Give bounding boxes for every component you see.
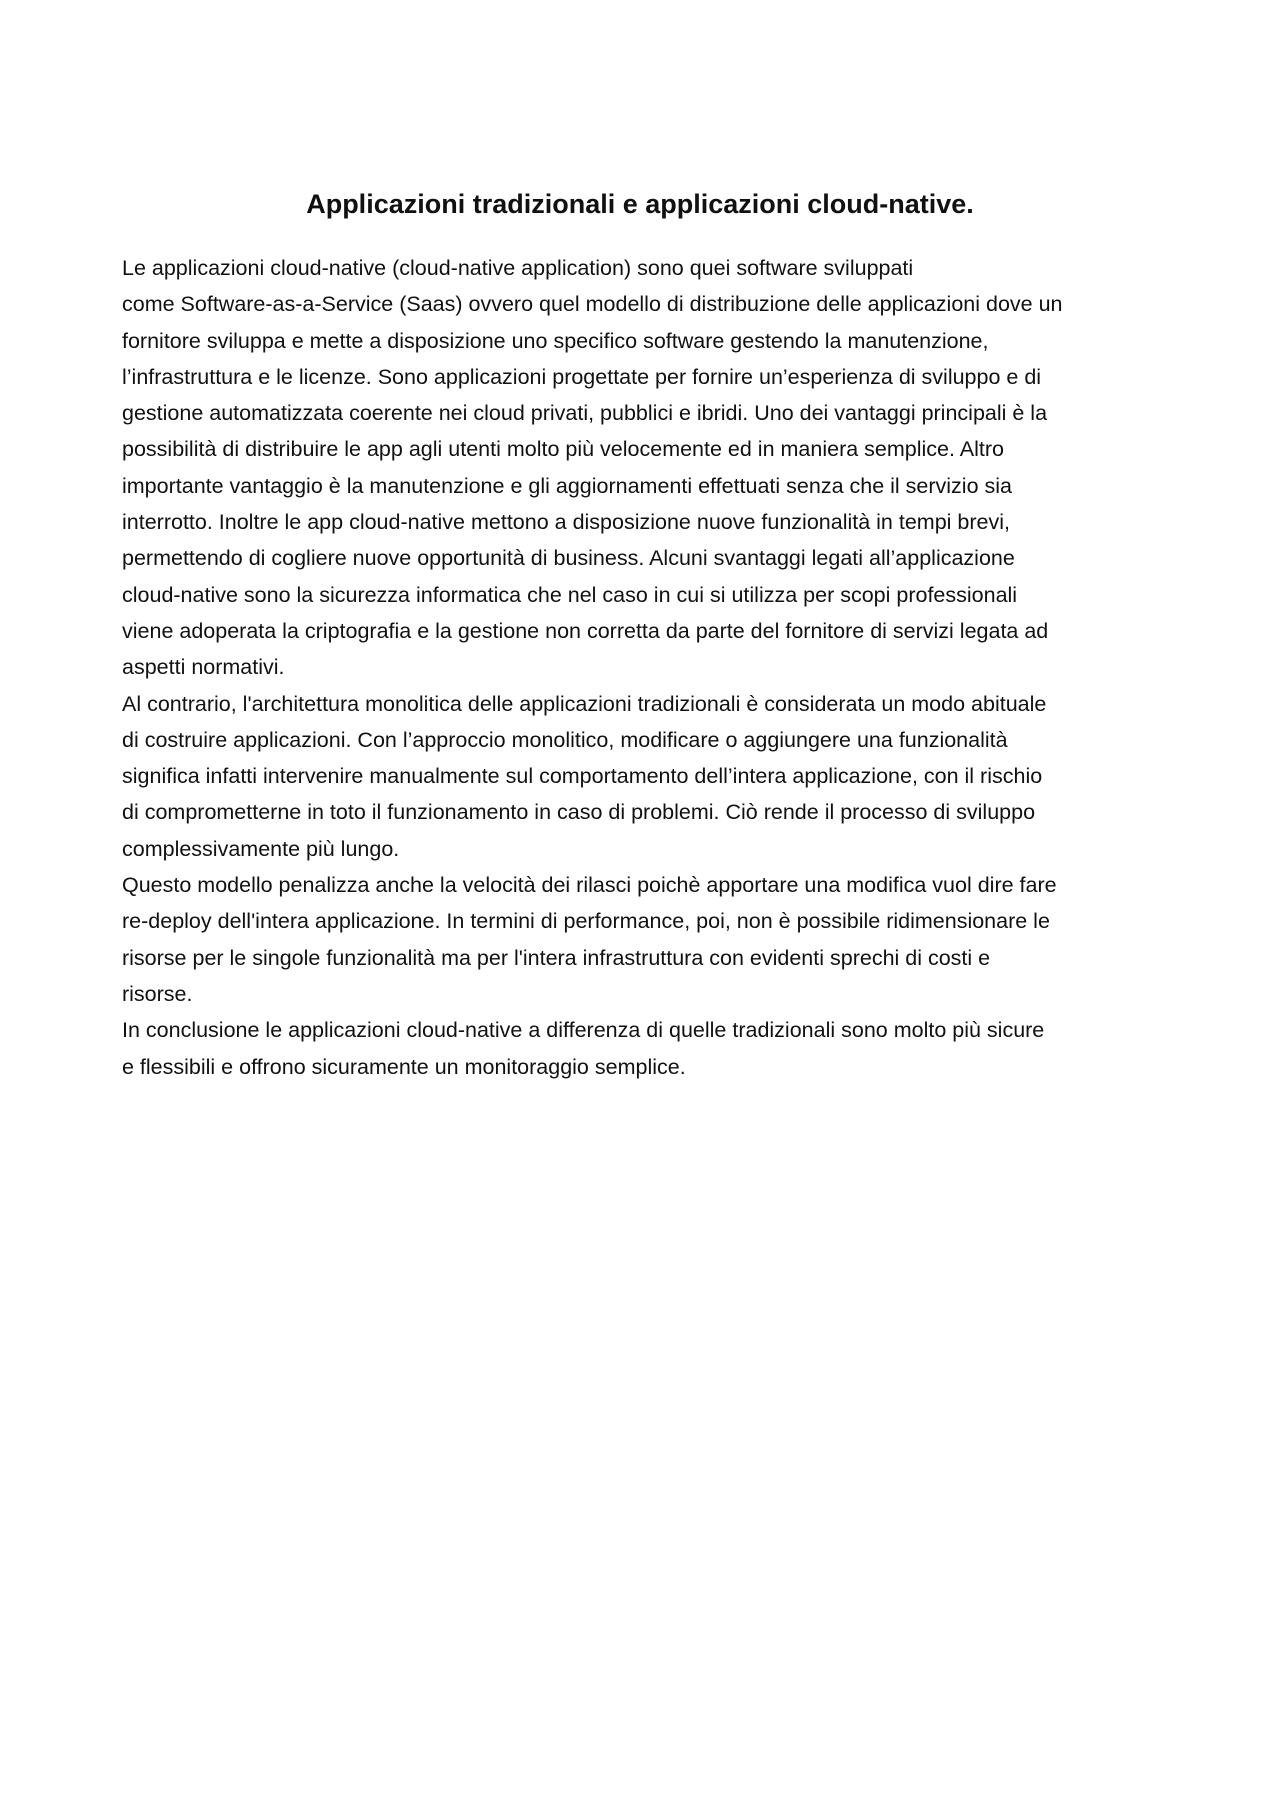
text-line: come Software-as-a-Service (Saas) ovvero quel modello di distribuzione delle applicazioni dove un	[122, 292, 1063, 317]
text-line: gestione automatizzata coerente nei cloud privati, pubblici e ibridi. Uno dei vantaggi principali è la	[122, 401, 1048, 426]
text-line: l’infrastruttura e le licenze. Sono applicazioni progettate per fornire un’esperienza di sviluppo e di	[122, 364, 1042, 389]
text-line: interrotto. Inoltre le app cloud-native mettono a disposizione nuove funzionalità in tempi brevi,	[122, 510, 1010, 535]
document-body	[122, 250, 1182, 1085]
text-line: Al contrario, l'architettura monolitica delle applicazioni tradizionali è considerata un modo abituale	[122, 691, 1047, 716]
text-line: importante vantaggio è la manutenzione e gli aggiornamenti effettuati senza che il servizio sia	[122, 473, 1012, 498]
text-line: viene adoperata la criptografia e la gestione non corretta da parte del fornitore di servizi legata ad	[122, 618, 1049, 643]
text-line: re-deploy dell'intera applicazione. In termini di performance, poi, non è possibile ridimensionare le	[122, 909, 1050, 934]
page-title: Applicazioni tradizionali e applicazioni cloud-native.	[306, 189, 974, 219]
text-line: complessivamente più lungo.	[122, 836, 400, 861]
text-line: Le applicazioni cloud-native (cloud-native application) sono quei software sviluppati	[122, 256, 914, 280]
text-line: di costruire applicazioni. Con l’approccio monolitico, modificare o aggiungere una funzionalità	[122, 727, 1008, 752]
text-line: permettendo di cogliere nuove opportunità di business. Alcuni svantaggi legati all’applicazione	[122, 546, 1015, 571]
text-line: Questo modello penalizza anche la velocità dei rilasci poichè apportare una modifica vuol dire fare	[122, 873, 1057, 898]
text-line: risorse.	[122, 981, 193, 1006]
text-line: fornitore sviluppa e mette a disposizione uno specifico software gestendo la manutenzione,	[122, 328, 989, 353]
text-line: e flessibili e offrono sicuramente un monitoraggio semplice.	[122, 1054, 686, 1079]
text-line: possibilità di distribuire le app agli utenti molto più velocemente ed in maniera semplice. Altro	[122, 437, 1004, 462]
text-line: di comprometterne in toto il funzionamento in caso di problemi. Ciò rende il processo di sviluppo	[122, 800, 1036, 825]
text-line: In conclusione le applicazioni cloud-native a differenza di quelle tradizionali sono molto più sicure	[122, 1018, 1045, 1043]
text-line: aspetti normativi.	[122, 655, 285, 680]
text-line: risorse per le singole funzionalità ma per l'intera infrastruttura con evidenti sprechi di costi e	[122, 945, 991, 970]
text-line: significa infatti intervenire manualmente sul comportamento dell’intera applicazione, con il rischio	[122, 764, 1043, 789]
text-line: cloud-native sono la sicurezza informatica che nel caso in cui si utilizza per scopi professionali	[122, 582, 1018, 607]
